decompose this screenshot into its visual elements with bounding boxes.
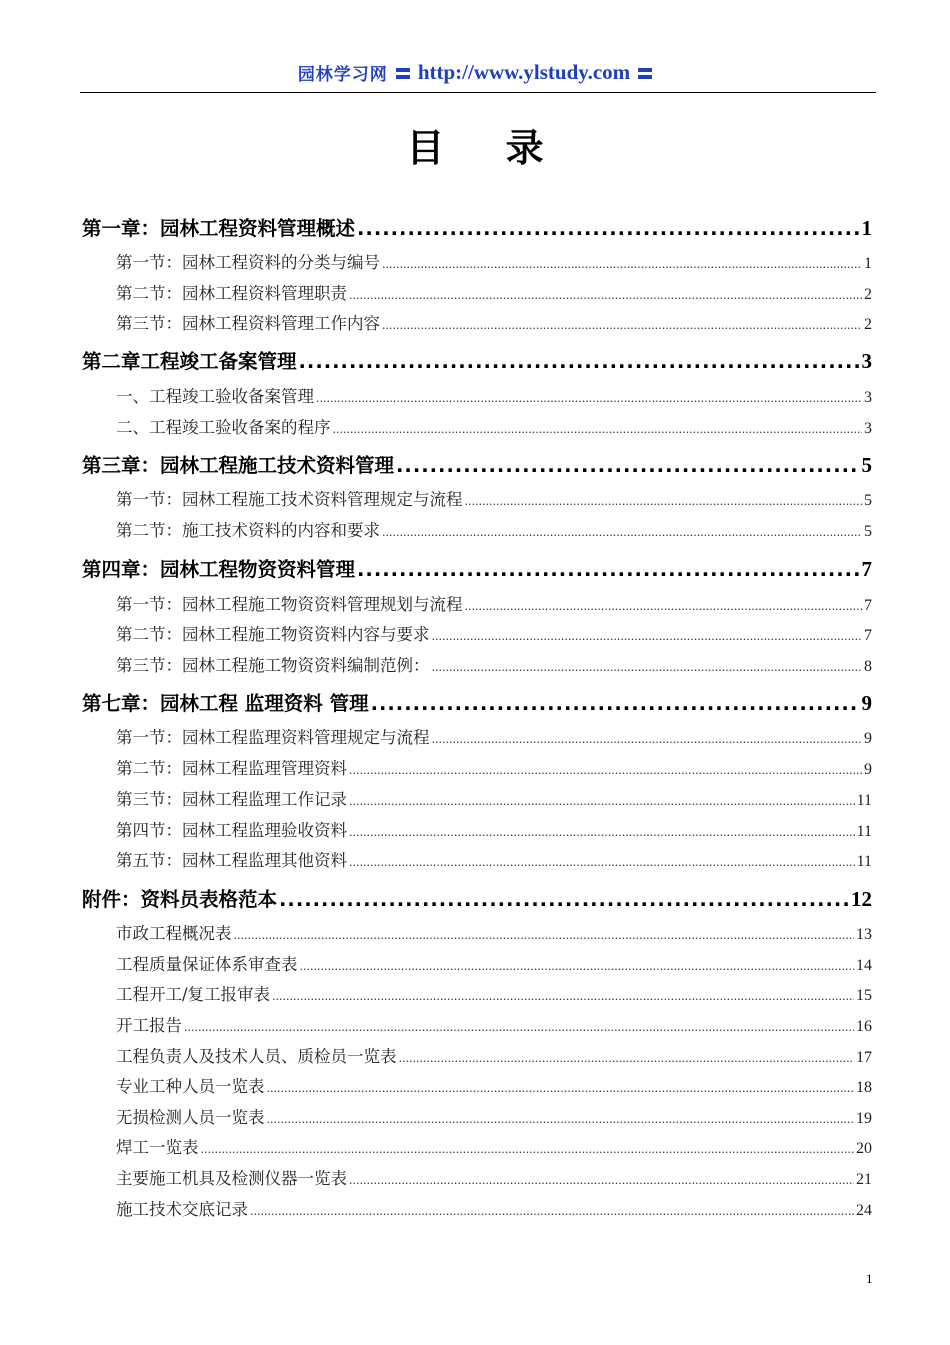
dot-leader xyxy=(349,1174,854,1187)
toc-section-entry[interactable] xyxy=(116,1134,872,1158)
toc-entry-page: 13 xyxy=(856,926,872,943)
toc-section-entry[interactable] xyxy=(116,1196,872,1220)
toc-section-entry[interactable] xyxy=(116,280,872,304)
toc-section-entry[interactable] xyxy=(116,1165,872,1189)
dot-leader xyxy=(267,1082,855,1095)
toc-section-entry[interactable] xyxy=(116,249,872,273)
toc-entry-label: 一、工程竣工验收备案管理 xyxy=(116,387,314,406)
toc-entry-label: 第二节：施工技术资料的内容和要求 xyxy=(116,521,380,540)
toc-entry-page: 11 xyxy=(856,823,872,840)
toc-entry-page: 3 xyxy=(861,349,872,373)
dot-leader xyxy=(349,795,855,808)
toc-section-entry[interactable] xyxy=(116,591,872,615)
toc-entry-page: 16 xyxy=(856,1018,872,1035)
toc-section-entry[interactable] xyxy=(116,847,872,871)
toc-entry-page: 9 xyxy=(864,730,872,747)
toc-entry-page: 3 xyxy=(864,389,872,406)
toc-entry-page: 5 xyxy=(864,523,872,540)
toc-section-entry[interactable] xyxy=(116,383,872,407)
toc-section-entry[interactable] xyxy=(116,1104,872,1128)
toc-entry-page: 1 xyxy=(864,255,872,272)
dot-leader xyxy=(300,960,855,973)
toc-entry-label: 市政工程概况表 xyxy=(116,924,232,943)
toc-entry-page: 20 xyxy=(856,1140,872,1157)
toc-entry-label: 第七章：园林工程 监理资料 管理 xyxy=(82,692,369,715)
toc-section-entry[interactable] xyxy=(116,517,872,541)
toc-entry-page: 14 xyxy=(856,957,872,974)
page-header xyxy=(0,60,950,85)
toc-entry-page: 1 xyxy=(861,216,872,240)
toc-entry-label: 第一节：园林工程施工技术资料管理规定与流程 xyxy=(116,490,463,509)
toc-section-entry[interactable] xyxy=(116,414,872,438)
toc-entry-label: 无损检测人员一览表 xyxy=(116,1108,265,1127)
toc-section-entry[interactable] xyxy=(116,1073,872,1097)
dot-leader xyxy=(396,454,859,477)
toc-entry-page: 17 xyxy=(856,1049,872,1066)
toc-chapter-entry[interactable] xyxy=(82,554,872,582)
toc-entry-label: 第二章工程竣工备案管理 xyxy=(82,350,297,373)
dot-leader xyxy=(279,888,849,911)
toc-entry-label: 专业工种人员一览表 xyxy=(116,1077,265,1096)
dot-leader xyxy=(272,990,854,1003)
toc-entry-page: 2 xyxy=(864,316,872,333)
toc-section-entry[interactable] xyxy=(116,920,872,944)
toc-section-entry[interactable] xyxy=(116,786,872,810)
toc-section-entry[interactable] xyxy=(116,1012,872,1036)
toc-entry-label: 第二节：园林工程施工物资资料内容与要求 xyxy=(116,625,430,644)
equals-icon xyxy=(638,66,652,80)
dot-leader xyxy=(299,350,860,373)
page-number: 1 xyxy=(866,1271,873,1286)
toc-entry-label: 工程开工/复工报审表 xyxy=(116,985,271,1004)
toc-entry-page: 24 xyxy=(856,1202,872,1219)
toc-section-entry[interactable] xyxy=(116,1043,872,1067)
dot-leader xyxy=(349,826,855,839)
toc-entry-label: 第一章：园林工程资料管理概述 xyxy=(82,217,356,240)
toc-entry-page: 7 xyxy=(864,597,872,614)
dot-leader xyxy=(267,1113,855,1126)
toc-entry-page: 7 xyxy=(864,627,872,644)
dot-leader xyxy=(432,630,863,643)
toc-entry-label: 第一节：园林工程监理资料管理规定与流程 xyxy=(116,728,430,747)
toc-entry-label: 第二节：园林工程监理管理资料 xyxy=(116,759,347,778)
toc-section-entry[interactable] xyxy=(116,951,872,975)
page-title: 目 录 xyxy=(406,126,568,170)
equals-icon xyxy=(396,66,410,80)
toc-entry-label: 第三节：园林工程资料管理工作内容 xyxy=(116,314,380,333)
toc-entry-label: 工程负责人及技术人员、质检员一览表 xyxy=(116,1047,397,1066)
toc-entry-label: 第三节：园林工程施工物资资料编制范例： xyxy=(116,656,430,675)
dot-leader xyxy=(357,217,859,240)
toc-entry-label: 第四节：园林工程监理验收资料 xyxy=(116,821,347,840)
toc-section-entry[interactable] xyxy=(116,755,872,779)
toc-section-entry[interactable] xyxy=(116,310,872,334)
dot-leader xyxy=(432,661,863,674)
dot-leader xyxy=(432,733,863,746)
toc-entry-page: 12 xyxy=(851,887,872,911)
toc-section-entry[interactable] xyxy=(116,486,872,510)
toc-entry-page: 9 xyxy=(864,761,872,778)
toc-section-entry[interactable] xyxy=(116,981,872,1005)
dot-leader xyxy=(382,319,862,332)
dot-leader xyxy=(371,692,860,715)
dot-leader xyxy=(465,495,863,508)
toc-entry-page: 11 xyxy=(856,853,872,870)
toc-chapter-entry[interactable] xyxy=(82,213,872,241)
toc-entry-page: 11 xyxy=(856,792,872,809)
toc-section-entry[interactable] xyxy=(116,817,872,841)
dot-leader xyxy=(333,423,863,436)
toc-entry-label: 焊工一览表 xyxy=(116,1138,199,1157)
toc-entry-page: 5 xyxy=(864,492,872,509)
toc-entry-label: 主要施工机具及检测仪器一览表 xyxy=(116,1169,347,1188)
dot-leader xyxy=(399,1052,855,1065)
dot-leader xyxy=(316,392,862,405)
toc-entry-label: 第三章：园林工程施工技术资料管理 xyxy=(82,454,395,477)
toc-entry-label: 第一节：园林工程施工物资资料管理规划与流程 xyxy=(116,595,463,614)
toc-entry-label: 施工技术交底记录 xyxy=(116,1200,248,1219)
header-divider xyxy=(80,92,876,93)
toc-chapter-entry[interactable] xyxy=(82,346,872,374)
dot-leader xyxy=(465,600,863,613)
toc-entry-page: 21 xyxy=(856,1171,872,1188)
dot-leader xyxy=(349,856,855,869)
toc-entry-page: 5 xyxy=(861,453,872,477)
toc-entry-label: 第五节：园林工程监理其他资料 xyxy=(116,851,347,870)
dot-leader xyxy=(349,289,862,302)
toc-entry-page: 19 xyxy=(856,1110,872,1127)
toc-entry-label: 第三节：园林工程监理工作记录 xyxy=(116,790,347,809)
toc-section-entry[interactable] xyxy=(116,724,872,748)
toc-entry-label: 附件：资料员表格范本 xyxy=(82,888,278,911)
toc-entry-label: 第四章：园林工程物资资料管理 xyxy=(82,558,356,581)
toc-entry-page: 3 xyxy=(864,420,872,437)
toc-entry-label: 二、工程竣工验收备案的程序 xyxy=(116,418,331,437)
toc-entry-page: 7 xyxy=(861,557,872,581)
toc-entry-page: 2 xyxy=(864,286,872,303)
toc-entry-page: 8 xyxy=(864,658,872,675)
toc-entry-label: 第一节：园林工程资料的分类与编号 xyxy=(116,253,380,272)
dot-leader xyxy=(234,929,855,942)
dot-leader xyxy=(357,558,859,581)
dot-leader xyxy=(382,258,862,271)
toc-entry-label: 第二节：园林工程资料管理职责 xyxy=(116,284,347,303)
dot-leader xyxy=(382,526,862,539)
toc-chapter-entry[interactable] xyxy=(82,450,872,478)
toc-section-entry[interactable] xyxy=(116,652,872,676)
toc-entry-page: 15 xyxy=(856,987,872,1004)
toc-entry-label: 工程质量保证体系审查表 xyxy=(116,955,298,974)
toc-entry-label: 开工报告 xyxy=(116,1016,182,1035)
dot-leader xyxy=(184,1021,854,1034)
toc-chapter-entry[interactable] xyxy=(82,884,872,912)
toc-entry-page: 18 xyxy=(856,1079,872,1096)
dot-leader xyxy=(201,1143,855,1156)
toc-chapter-entry[interactable] xyxy=(82,688,872,716)
dot-leader xyxy=(349,764,862,777)
site-logo: 园林学习网 xyxy=(297,65,388,85)
toc-entry-page: 9 xyxy=(861,691,872,715)
header-url: http://www.ylstudy.com xyxy=(417,60,631,84)
dot-leader xyxy=(250,1205,854,1218)
toc-section-entry[interactable] xyxy=(116,621,872,645)
